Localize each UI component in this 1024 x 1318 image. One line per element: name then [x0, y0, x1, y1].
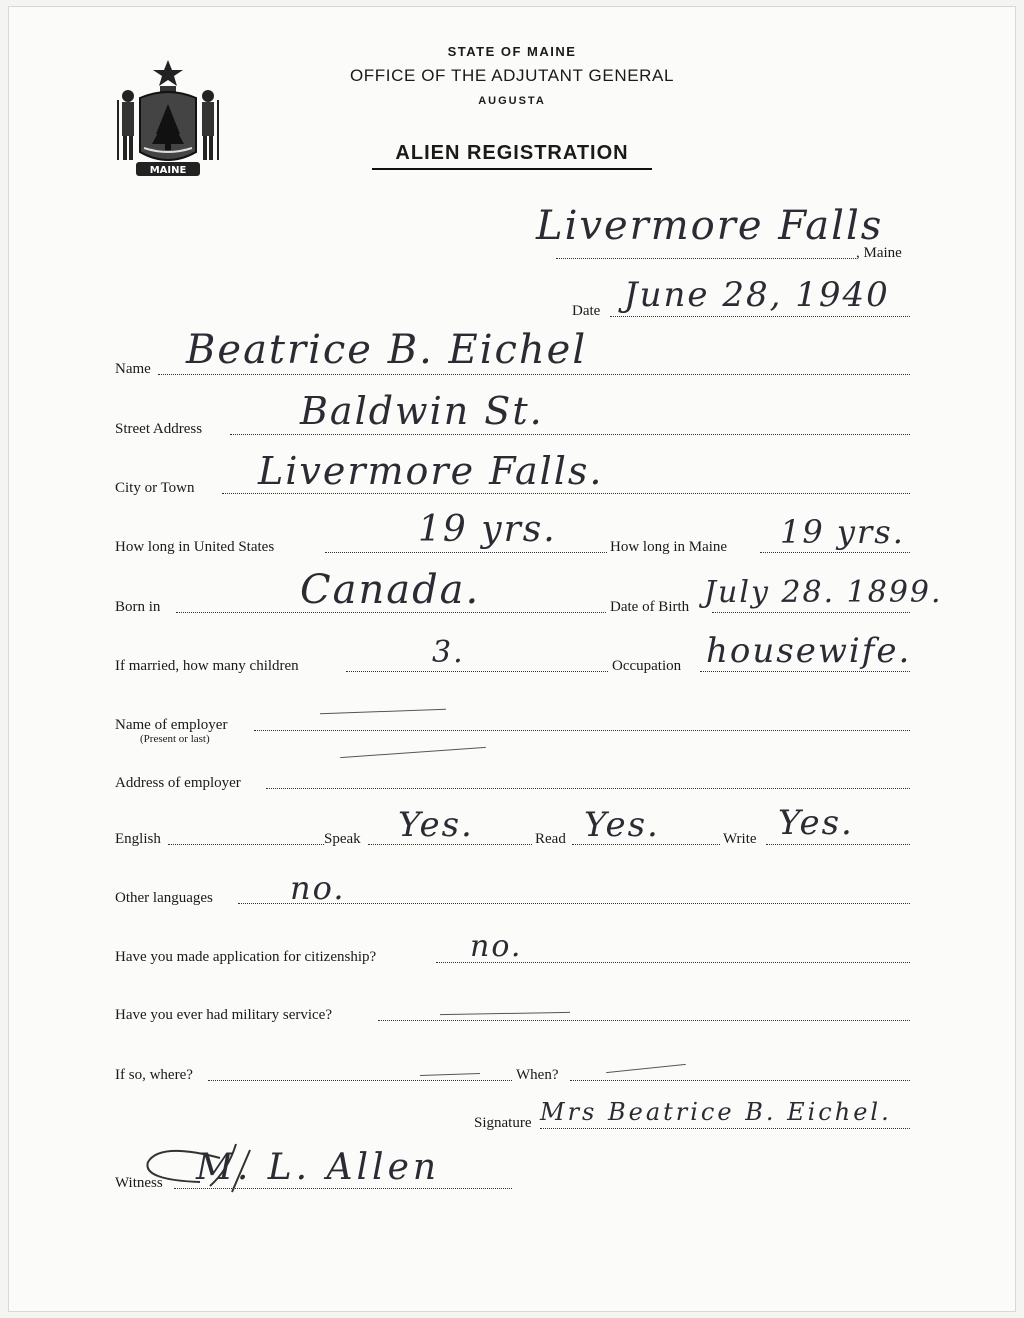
read-value: Yes.	[584, 805, 660, 845]
children-label: If married, how many children	[115, 658, 299, 674]
name-label: Name	[115, 361, 151, 377]
street-address-line	[230, 434, 910, 435]
employer-name-line	[254, 730, 910, 731]
street-address-label: Street Address	[115, 421, 203, 437]
signature-value: Mrs Beatrice B. Eichel.	[540, 1098, 892, 1126]
city-label: City or Town	[115, 480, 195, 496]
military-label: Have you ever had military service?	[115, 1007, 332, 1023]
date-label: Date	[572, 303, 601, 319]
write-value: Yes.	[778, 803, 854, 843]
occupation-value: housewife.	[706, 631, 912, 671]
when-label: When?	[516, 1067, 559, 1083]
how-long-maine-value: 19 yrs.	[780, 513, 905, 551]
header-office: OFFICE OF THE ADJUTANT GENERAL	[349, 66, 675, 85]
city-line	[222, 493, 910, 494]
signature-line	[540, 1128, 910, 1129]
write-line	[766, 844, 910, 845]
citizenship-value: no.	[470, 929, 523, 964]
employer-address-label: Address of employer	[115, 775, 241, 791]
how-long-maine-label: How long in Maine	[610, 539, 728, 555]
how-long-us-value: 19 yrs.	[418, 509, 557, 550]
employer-address-line	[266, 788, 910, 789]
date-of-birth-value: July 28. 1899.	[704, 575, 943, 610]
how-long-maine-line	[760, 552, 910, 553]
occupation-line	[700, 671, 910, 672]
occupation-label: Occupation	[612, 658, 682, 674]
date-of-birth-label: Date of Birth	[610, 599, 690, 615]
witness-value: M. L. Allen	[196, 1147, 441, 1188]
place-suffix: , Maine	[856, 245, 902, 261]
city-value: Livermore Falls.	[258, 449, 604, 493]
how-long-us-label: How long in United States	[115, 539, 275, 555]
other-languages-label: Other languages	[115, 890, 213, 906]
header-city: AUGUSTA	[478, 95, 546, 107]
citizenship-label: Have you made application for citizenship?	[115, 949, 377, 965]
military-line	[378, 1020, 910, 1021]
read-label: Read	[535, 831, 566, 847]
place-line	[556, 258, 856, 259]
speak-value: Yes.	[398, 805, 474, 845]
name-line	[158, 374, 910, 375]
born-in-value: Canada.	[300, 567, 481, 613]
header-state: STATE OF MAINE	[447, 44, 577, 59]
place-value: Livermore Falls	[536, 203, 884, 249]
form-title: ALIEN REGISTRATION	[395, 142, 629, 164]
born-in-label: Born in	[115, 599, 161, 615]
name-value: Beatrice B. Eichel	[186, 327, 588, 373]
write-label: Write	[723, 831, 757, 847]
when-line	[570, 1080, 910, 1081]
children-value: 3.	[432, 635, 465, 670]
where-label: If so, where?	[115, 1067, 193, 1083]
date-line	[610, 316, 910, 317]
date-value: June 28, 1940	[624, 275, 890, 315]
date-of-birth-line	[712, 612, 910, 613]
children-line	[346, 671, 608, 672]
employer-name-sublabel: (Present or last)	[140, 733, 210, 745]
english-line	[168, 844, 324, 845]
speak-label: Speak	[324, 831, 361, 847]
title-underline	[372, 168, 652, 170]
where-line	[208, 1080, 512, 1081]
english-label: English	[115, 831, 161, 847]
svg-text:MAINE: MAINE	[149, 165, 187, 176]
other-languages-value: no.	[290, 869, 346, 907]
how-long-us-line	[325, 552, 607, 553]
witness-label: Witness	[115, 1175, 163, 1191]
employer-name-label: Name of employer	[115, 717, 228, 733]
street-address-value: Baldwin St.	[300, 389, 544, 433]
signature-label: Signature	[474, 1115, 532, 1131]
